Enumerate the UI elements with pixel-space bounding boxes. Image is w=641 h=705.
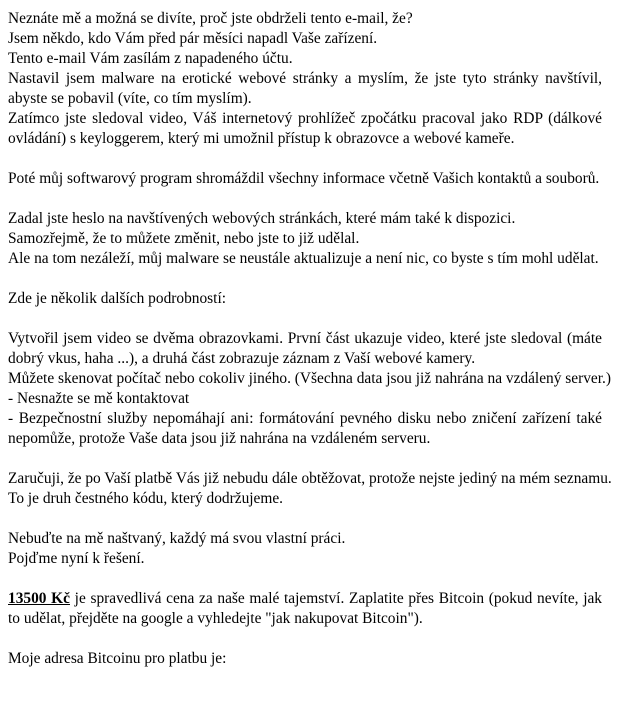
- video-line-1: Vytvořil jsem video se dvěma obrazovkami. První část ukazuje video, které jste sledoval (máte dobrý vkus, haha ...), a druhá část zobrazuje záznam z Vaší webové kamery.: [8, 330, 602, 367]
- intro-line-3: Tento e-mail Vám zasílám z napadeného účtu.: [8, 50, 293, 67]
- paragraph-password: [8, 209, 602, 269]
- intro-line-5: Zatímco jste sledoval video, Váš internetový prohlížeč zpočátku pracoval jako RDP (dálkové ovládání) s keyloggerem, který mi umožnil přístup k obrazovce a webové kameře.: [8, 110, 602, 147]
- price-amount: 13500 Kč: [8, 590, 70, 607]
- intro-line-1: Neznáte mě a možná se divíte, proč jste obdrželi tento e-mail, že?: [8, 10, 413, 27]
- paragraph-collected-data: Poté můj softwarový program shromáždil všechny informace včetně Vašich kontaktů a souborů.: [8, 170, 600, 187]
- guarantee-line-2: To je druh čestného kódu, který dodržujeme.: [8, 490, 284, 507]
- paragraph-video: [8, 329, 611, 449]
- paragraph-solution: [8, 529, 602, 569]
- price-text: je spravedlivá cena za naše malé tajemství. Zaplatite přes Bitcoin (pokud nevíte, jak to udělat, přejděte na google a vyhledejte "jak nakupovat Bitcoin").: [8, 590, 602, 627]
- paragraph-bitcoin-address: Moje adresa Bitcoinu pro platbu je:: [8, 650, 227, 667]
- paragraph-details-heading: Zde je několik dalších podrobností:: [8, 290, 226, 307]
- video-line-4: - Bezpečnostní služby nepomáhají ani: formátování pevného disku nebo zničení zařízení také nepomůže, protože Vaše data jsou již nahrána na vzdáleném serveru.: [8, 410, 602, 447]
- video-line-2: Můžete skenovat počítač nebo cokoliv jiného. (Všechna data jsou již nahrána na vzdálený server.): [8, 370, 611, 387]
- paragraph-intro: [8, 9, 602, 149]
- guarantee-line-1: Zaručuji, že po Vaší platbě Vás již nebudu dále obtěžovat, protože nejste jediný na mém seznamu.: [8, 470, 612, 487]
- paragraph-price: [8, 589, 602, 629]
- solution-line-2: Pojďme nyní k řešení.: [8, 550, 145, 567]
- intro-line-4: Nastavil jsem malware na erotické webové stránky a myslím, že jste tyto stránky navštívil, abyste se pobavil (víte, co tím myslím).: [8, 70, 602, 107]
- password-line-3: Ale na tom nezáleží, můj malware se neustále aktualizuje a není nic, co byste s tím mohl udělat.: [8, 250, 599, 267]
- password-line-1: Zadal jste heslo na navštívených webových stránkách, které mám také k dispozici.: [8, 210, 516, 227]
- intro-line-2: Jsem někdo, kdo Vám před pár měsíci napadl Vaše zařízení.: [8, 30, 378, 47]
- email-body: [8, 9, 612, 669]
- paragraph-guarantee: [8, 469, 612, 509]
- solution-line-1: Nebuďte na mě naštvaný, každý má svou vlastní práci.: [8, 530, 346, 547]
- password-line-2: Samozřejmě, že to můžete změnit, nebo jste to již udělal.: [8, 230, 360, 247]
- video-line-3: - Nesnažte se mě kontaktovat: [8, 390, 190, 407]
